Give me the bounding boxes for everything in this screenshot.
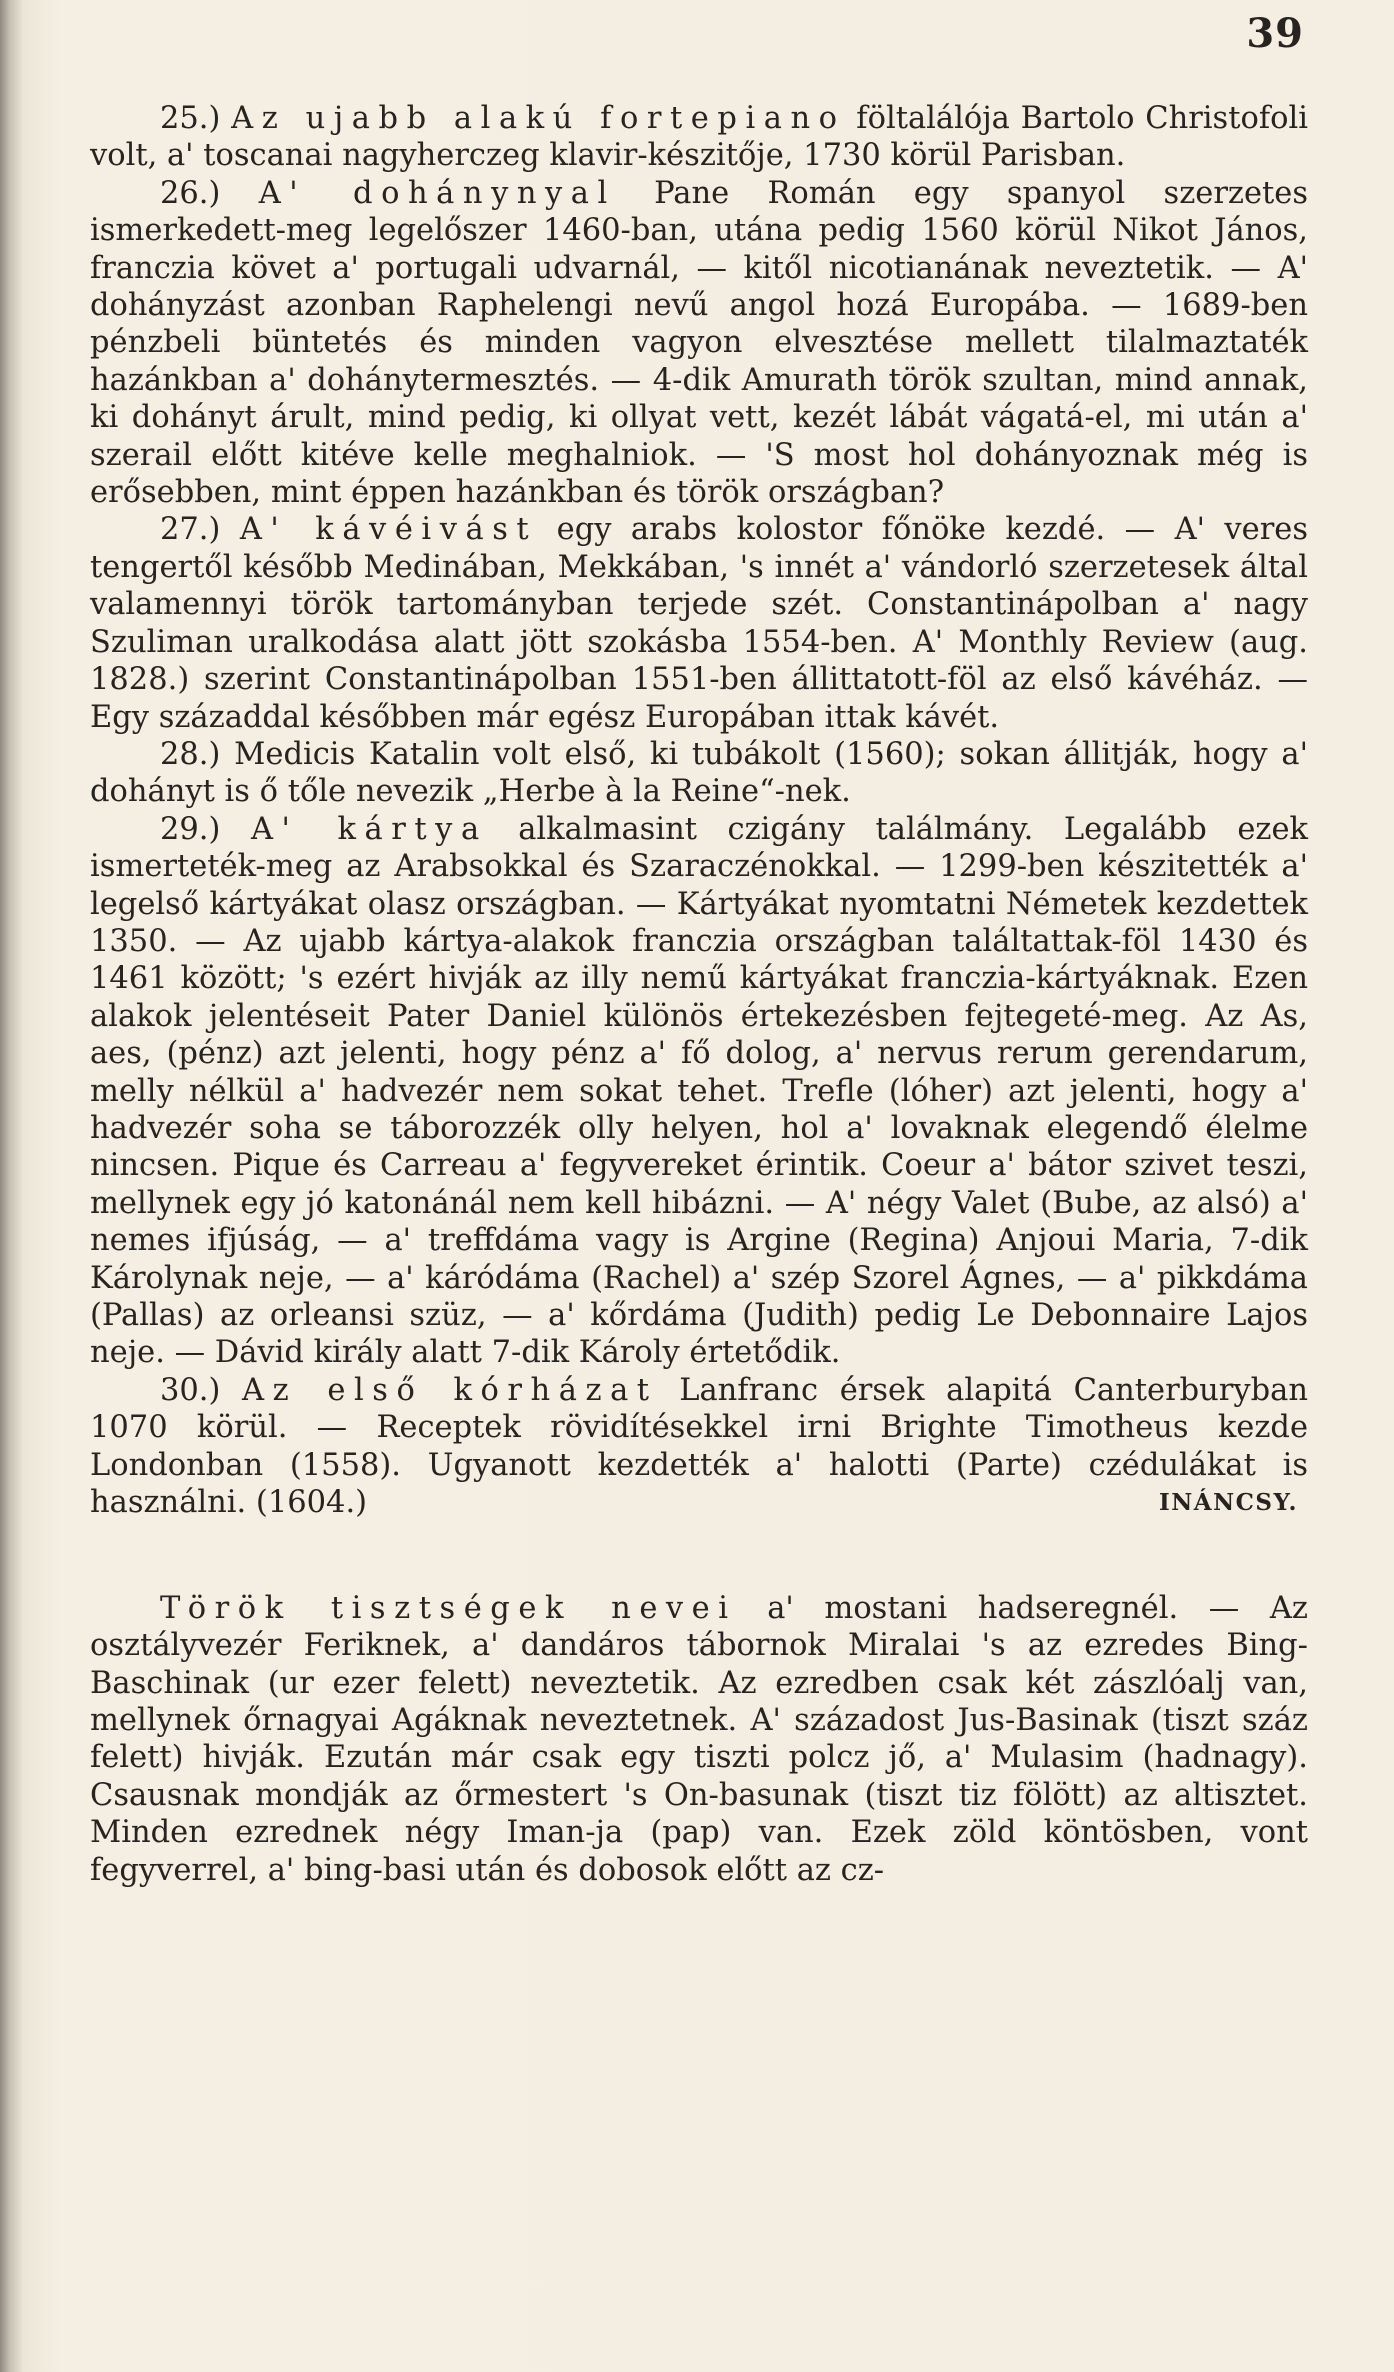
note-text: Pane Román egy spanyol szerzetes ismerkedett-meg legelőszer 1460-ban, utána pedig 1560 körül Nikot János, franczia követ a' portugali udvarnál, — kitől nicotianának neveztetik. — A' dohányzást azonban Raphelengi nevű angol hozá Europába. — 1689-ben pénzbeli büntetés és minden vagyon elvesztése mellett tilalmaztaték hazánkban a' dohánytermesztés. — 4-dik Amurath török szultan, mind annak, ki dohányt árult, mind pedig, ki ollyat vett, kezét lábát vágatá-el, mi után a' szerail előtt kitéve kelle meghalniok. — 'S most hol dohányoznak még is erősebben, mint éppen hazánkban és török országban? (90, 175, 1308, 511)
note-27 (90, 511, 1308, 735)
note-lead: A' kártya (250, 811, 488, 847)
note-number: 30.) (160, 1372, 221, 1408)
note-text: egy arabs kolostor főnöke kezdé. — A' veres tengertől később Medinában, Mekkában, 's innét a' vándorló szerzetesek által valamennyi török tartományban terjede szét. Constantinápolban a' nagy Szuliman uralkodása alatt jött szokásba 1554-ben. A' Monthly Review (aug. 1828.) szerint Constantinápolban 1551-ben állittatott-föl az első kávéház. — Egy századdal későbben már egész Europában ittak kávét. (90, 512, 1308, 735)
closing-paragraph (90, 1590, 1308, 1889)
note-text: Lanfranc érsek alapitá Canterburyban 1070 körül. — Receptek rövidítésekkel irni Brighte Timotheus kezde Londonban (1558). Ugyanott kezdették a' halotti (Parte) czédulákat is használni. (1604.) (90, 1372, 1308, 1521)
page-body (90, 100, 1308, 1889)
note-number: 26.) (160, 175, 221, 211)
note-lead: A' dohánynyal (258, 175, 616, 211)
note-26 (90, 175, 1308, 512)
note-29 (90, 811, 1308, 1372)
note-number: 25.) (160, 101, 221, 136)
page-number: 39 (1246, 10, 1304, 57)
note-lead: A' kávéivást (239, 512, 538, 548)
author-signature: INÁNCSY. (1158, 1489, 1298, 1517)
note-number: 29.) (160, 811, 221, 847)
note-text: föltalálója Bartolo Christofoli volt, a' toscanai nagyherczeg klavir-készitője, 1730 körül Parisban. (90, 101, 1308, 174)
note-28 (90, 736, 1308, 811)
note-number: 28.) (160, 736, 221, 772)
note-text: alkalmasint czigány találmány. Legalább ezek ismerteték-meg az Arabsokkal és Szaraczénokkal. — 1299-ben készitették a' legelső kártyákat olasz országban. — Kártyákat nyomtatni Németek kezdettek 1350. — Az ujabb kártya-alakok franczia országban találtattak-föl 1430 és 1461 között; 's ezért hivják az illy nemű kártyákat franczia-kártyáknak. Ezen alakok jelentéseit Pater Daniel különös értekezésben fejtegeté-meg. Az As, aes, (pénz) azt jelenti, hogy pénz a' fő dolog, a' nervus rerum gerendarum, melly nélkül a' hadvezér nem sokat tehet. Trefle (lóher) azt jelenti, hogy a' hadvezér soha se táborozzék olly helyen, hol a' lovaknak elegendő élelme nincsen. Pique és Carreau a' fegyvereket érintik. Coeur a' bátor szivet teszi, mellynek egy jó katonánál nem kell hibázni. — A' négy Valet (Bube, az alsó) a' nemes ifjúság, — a' treffdáma vagy is Argine (Regina) Anjoui Maria, 7-dik Károlynak neje, — a' káródáma (Rachel) a' szép Szorel Ágnes, — a' pikkdáma (Pallas) az orleansi szüz, — a' kőrdáma (Judith) pedig Le Debonnaire Lajos neje. — Dávid király alatt 7-dik Károly értetődik. (90, 811, 1309, 1371)
note-text: (1560); sokan állitják, hogy a' dohányt is ő tőle nevezik „Herbe à la Reine“-nek. (90, 736, 1308, 810)
closing-lead: Török tisztségek nevei (160, 1590, 737, 1626)
note-25 (90, 100, 1308, 175)
note-lead: Az első kórházat (242, 1372, 658, 1408)
note-lead: Az ujabb alakú fortepiano (231, 101, 846, 136)
note-lead: Medicis Katalin volt első, ki tubákolt (234, 736, 821, 772)
closing-text: a' mostani hadseregnél. — Az osztályvezér Feriknek, a' dandáros tábornok Miralai 's az ezredes Bing-Baschinak (ur ezer felett) neveztetik. Az ezredben csak két zászlóalj van, mellynek őrnagyai Agáknak neveztetnek. A' századost Jus-Basinak (tiszt száz felett) hivják. Ezután már csak egy tiszti polcz jő, a' Mulasim (hadnagy). Csausnak mondják az őrmestert 's On-basunak (tiszt tiz fölött) az altisztet. Minden ezrednek négy Iman-ja (pap) van. Ezek zöld köntösben, vont fegyverrel, a' bing-basi után és dobosok előtt az cz- (90, 1590, 1309, 1888)
note-number: 27.) (160, 512, 221, 548)
